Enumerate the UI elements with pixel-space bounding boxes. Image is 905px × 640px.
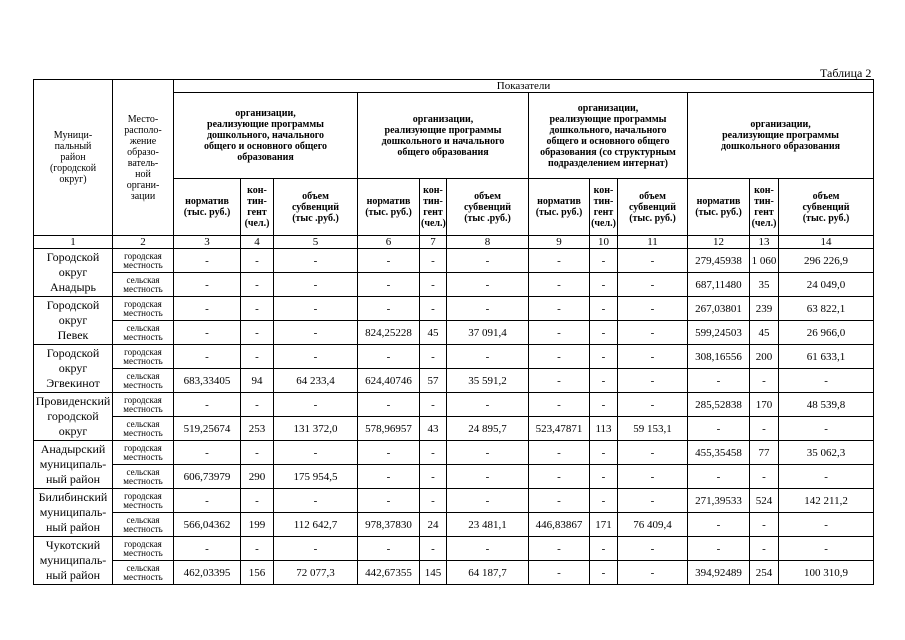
- value-cell: 24: [420, 513, 447, 537]
- header-count: кон- тин- гент (чел.): [590, 179, 618, 236]
- value-cell: 171: [590, 513, 618, 537]
- value-cell: -: [447, 249, 529, 273]
- value-cell: 113: [590, 417, 618, 441]
- value-cell: -: [590, 369, 618, 393]
- value-cell: -: [750, 465, 779, 489]
- value-cell: -: [529, 249, 590, 273]
- value-cell: 524: [750, 489, 779, 513]
- value-cell: 1 060: [750, 249, 779, 273]
- value-cell: 76 409,4: [618, 513, 688, 537]
- value-cell: 35 062,3: [779, 441, 874, 465]
- table-caption: Таблица 2: [820, 66, 872, 80]
- column-number: 1: [34, 236, 113, 249]
- value-cell: -: [174, 345, 241, 369]
- value-cell: -: [529, 297, 590, 321]
- value-cell: 606,73979: [174, 465, 241, 489]
- value-cell: 599,24503: [688, 321, 750, 345]
- table-row: [34, 489, 874, 513]
- column-number: 5: [274, 236, 358, 249]
- value-cell: -: [274, 321, 358, 345]
- location-cell: сельская местность: [113, 417, 174, 441]
- value-cell: 290: [241, 465, 274, 489]
- value-cell: -: [590, 393, 618, 417]
- value-cell: -: [358, 465, 420, 489]
- header-norm: норматив (тыс. руб.): [174, 179, 241, 236]
- district-name: Чукотский муниципаль- ный район: [34, 537, 113, 585]
- table-row: [34, 465, 874, 489]
- table-row: [34, 441, 874, 465]
- value-cell: -: [420, 441, 447, 465]
- value-cell: -: [447, 273, 529, 297]
- value-cell: 239: [750, 297, 779, 321]
- value-cell: -: [529, 561, 590, 585]
- value-cell: 24 895,7: [447, 417, 529, 441]
- location-cell: сельская местность: [113, 273, 174, 297]
- header-volume: объем субвенций (тыс .руб.): [274, 179, 358, 236]
- header-group-1: организации, реализующие программы дошкольного, начального общего и основного общего образования: [174, 93, 358, 179]
- value-cell: 24 049,0: [779, 273, 874, 297]
- value-cell: 253: [241, 417, 274, 441]
- value-cell: 199: [241, 513, 274, 537]
- value-cell: -: [241, 489, 274, 513]
- value-cell: -: [447, 537, 529, 561]
- value-cell: 442,67355: [358, 561, 420, 585]
- value-cell: -: [529, 441, 590, 465]
- location-cell: сельская местность: [113, 513, 174, 537]
- value-cell: 978,37830: [358, 513, 420, 537]
- header-volume: объем субвенций (тыс. руб.): [779, 179, 874, 236]
- header-district: Муници- пальный район (городской округ): [34, 80, 113, 236]
- value-cell: 35: [750, 273, 779, 297]
- value-cell: -: [618, 321, 688, 345]
- header-volume: объем субвенций (тыс .руб.): [447, 179, 529, 236]
- value-cell: -: [618, 345, 688, 369]
- value-cell: -: [779, 537, 874, 561]
- value-cell: -: [274, 345, 358, 369]
- header-group-4: организации, реализующие программы дошкольного образования: [688, 93, 874, 179]
- value-cell: -: [241, 297, 274, 321]
- column-number: 12: [688, 236, 750, 249]
- value-cell: 271,39533: [688, 489, 750, 513]
- value-cell: -: [420, 393, 447, 417]
- value-cell: -: [447, 345, 529, 369]
- value-cell: 267,03801: [688, 297, 750, 321]
- value-cell: 200: [750, 345, 779, 369]
- value-cell: 59 153,1: [618, 417, 688, 441]
- value-cell: -: [750, 417, 779, 441]
- value-cell: -: [174, 273, 241, 297]
- value-cell: 72 077,3: [274, 561, 358, 585]
- value-cell: 455,35458: [688, 441, 750, 465]
- column-number: 7: [420, 236, 447, 249]
- value-cell: 77: [750, 441, 779, 465]
- column-number: 9: [529, 236, 590, 249]
- value-cell: -: [241, 273, 274, 297]
- value-cell: 308,16556: [688, 345, 750, 369]
- value-cell: -: [529, 345, 590, 369]
- value-cell: -: [274, 441, 358, 465]
- value-cell: -: [447, 489, 529, 513]
- value-cell: -: [241, 537, 274, 561]
- value-cell: 175 954,5: [274, 465, 358, 489]
- value-cell: -: [274, 393, 358, 417]
- value-cell: -: [618, 369, 688, 393]
- header-count: кон- тин- гент (чел.): [750, 179, 779, 236]
- value-cell: 824,25228: [358, 321, 420, 345]
- value-cell: -: [688, 417, 750, 441]
- value-cell: -: [590, 561, 618, 585]
- table-row: [34, 249, 874, 273]
- value-cell: 578,96957: [358, 417, 420, 441]
- value-cell: -: [618, 249, 688, 273]
- value-cell: -: [618, 297, 688, 321]
- location-cell: сельская местность: [113, 561, 174, 585]
- value-cell: -: [274, 249, 358, 273]
- value-cell: 45: [750, 321, 779, 345]
- column-number: 3: [174, 236, 241, 249]
- value-cell: 94: [241, 369, 274, 393]
- location-cell: городская местность: [113, 489, 174, 513]
- header-group-2: организации, реализующие программы дошкольного и начального общего образования: [358, 93, 529, 179]
- column-number: 4: [241, 236, 274, 249]
- value-cell: 296 226,9: [779, 249, 874, 273]
- value-cell: 170: [750, 393, 779, 417]
- value-cell: -: [529, 273, 590, 297]
- value-cell: -: [241, 249, 274, 273]
- value-cell: -: [447, 441, 529, 465]
- value-cell: -: [688, 369, 750, 393]
- header-indicators: Показатели: [174, 80, 874, 93]
- value-cell: -: [590, 537, 618, 561]
- value-cell: -: [618, 273, 688, 297]
- value-cell: -: [590, 249, 618, 273]
- value-cell: 112 642,7: [274, 513, 358, 537]
- value-cell: -: [590, 345, 618, 369]
- value-cell: 254: [750, 561, 779, 585]
- table-row: [34, 513, 874, 537]
- header-volume: объем субвенций (тыс. руб.): [618, 179, 688, 236]
- value-cell: -: [241, 393, 274, 417]
- header-norm: норматив (тыс. руб.): [688, 179, 750, 236]
- value-cell: -: [529, 321, 590, 345]
- value-cell: -: [420, 345, 447, 369]
- value-cell: 523,47871: [529, 417, 590, 441]
- value-cell: -: [241, 441, 274, 465]
- value-cell: -: [590, 489, 618, 513]
- value-cell: -: [447, 297, 529, 321]
- value-cell: 142 211,2: [779, 489, 874, 513]
- value-cell: -: [590, 321, 618, 345]
- value-cell: 683,33405: [174, 369, 241, 393]
- table-row: [34, 345, 874, 369]
- value-cell: -: [779, 465, 874, 489]
- value-cell: 131 372,0: [274, 417, 358, 441]
- table-row: [34, 369, 874, 393]
- table-row: [34, 561, 874, 585]
- location-cell: городская местность: [113, 345, 174, 369]
- value-cell: -: [358, 345, 420, 369]
- location-cell: городская местность: [113, 393, 174, 417]
- column-number: 10: [590, 236, 618, 249]
- value-cell: -: [618, 489, 688, 513]
- value-cell: -: [420, 273, 447, 297]
- column-number: 14: [779, 236, 874, 249]
- value-cell: -: [274, 297, 358, 321]
- district-name: Городской округ Анадырь: [34, 249, 113, 297]
- value-cell: 156: [241, 561, 274, 585]
- value-cell: 285,52838: [688, 393, 750, 417]
- value-cell: -: [688, 465, 750, 489]
- value-cell: 57: [420, 369, 447, 393]
- value-cell: -: [241, 345, 274, 369]
- value-cell: -: [750, 513, 779, 537]
- value-cell: 687,11480: [688, 273, 750, 297]
- value-cell: -: [174, 297, 241, 321]
- district-name: Провиденский городской округ: [34, 393, 113, 441]
- value-cell: 394,92489: [688, 561, 750, 585]
- value-cell: -: [529, 393, 590, 417]
- value-cell: -: [779, 513, 874, 537]
- value-cell: -: [529, 465, 590, 489]
- value-cell: -: [750, 369, 779, 393]
- value-cell: -: [529, 489, 590, 513]
- value-cell: -: [358, 393, 420, 417]
- location-cell: сельская местность: [113, 465, 174, 489]
- table-row: [34, 297, 874, 321]
- value-cell: 100 310,9: [779, 561, 874, 585]
- value-cell: 61 633,1: [779, 345, 874, 369]
- district-name: Билибинский муниципаль- ный район: [34, 489, 113, 537]
- table-row: [34, 417, 874, 441]
- district-name: Городской округ Эгвекинот: [34, 345, 113, 393]
- value-cell: 64 233,4: [274, 369, 358, 393]
- value-cell: 35 591,2: [447, 369, 529, 393]
- value-cell: -: [750, 537, 779, 561]
- value-cell: -: [590, 441, 618, 465]
- value-cell: -: [420, 489, 447, 513]
- value-cell: -: [529, 369, 590, 393]
- value-cell: -: [688, 537, 750, 561]
- value-cell: -: [174, 489, 241, 513]
- table-row: [34, 273, 874, 297]
- value-cell: 43: [420, 417, 447, 441]
- value-cell: -: [358, 489, 420, 513]
- value-cell: -: [174, 393, 241, 417]
- header-norm: норматив (тыс. руб.): [529, 179, 590, 236]
- value-cell: -: [241, 321, 274, 345]
- table-row: [34, 537, 874, 561]
- district-name: Городской округ Певек: [34, 297, 113, 345]
- location-cell: городская местность: [113, 441, 174, 465]
- location-cell: городская местность: [113, 249, 174, 273]
- value-cell: -: [274, 489, 358, 513]
- value-cell: -: [420, 297, 447, 321]
- value-cell: 279,45938: [688, 249, 750, 273]
- value-cell: -: [590, 465, 618, 489]
- subsidy-table: [33, 79, 874, 585]
- location-cell: сельская местность: [113, 321, 174, 345]
- value-cell: 624,40746: [358, 369, 420, 393]
- column-number: 6: [358, 236, 420, 249]
- value-cell: -: [688, 513, 750, 537]
- value-cell: -: [618, 561, 688, 585]
- value-cell: -: [447, 393, 529, 417]
- value-cell: -: [618, 465, 688, 489]
- value-cell: -: [358, 249, 420, 273]
- value-cell: -: [174, 321, 241, 345]
- district-name: Анадырский муниципаль- ный район: [34, 441, 113, 489]
- value-cell: -: [358, 297, 420, 321]
- value-cell: -: [358, 537, 420, 561]
- header-row-indicators: [34, 80, 874, 93]
- value-cell: -: [420, 465, 447, 489]
- header-norm: норматив (тыс. руб.): [358, 179, 420, 236]
- value-cell: 145: [420, 561, 447, 585]
- value-cell: -: [590, 273, 618, 297]
- value-cell: -: [174, 249, 241, 273]
- value-cell: -: [358, 273, 420, 297]
- value-cell: -: [618, 441, 688, 465]
- table-row: [34, 321, 874, 345]
- value-cell: -: [420, 249, 447, 273]
- value-cell: 566,04362: [174, 513, 241, 537]
- value-cell: -: [274, 273, 358, 297]
- value-cell: 48 539,8: [779, 393, 874, 417]
- location-cell: городская местность: [113, 537, 174, 561]
- value-cell: -: [779, 417, 874, 441]
- value-cell: 519,25674: [174, 417, 241, 441]
- value-cell: 37 091,4: [447, 321, 529, 345]
- value-cell: 23 481,1: [447, 513, 529, 537]
- header-count: кон- тин- гент (чел.): [420, 179, 447, 236]
- column-number: 2: [113, 236, 174, 249]
- value-cell: -: [420, 537, 447, 561]
- column-number: 13: [750, 236, 779, 249]
- value-cell: -: [618, 393, 688, 417]
- value-cell: 64 187,7: [447, 561, 529, 585]
- value-cell: -: [174, 441, 241, 465]
- value-cell: 45: [420, 321, 447, 345]
- header-count: кон- тин- гент (чел.): [241, 179, 274, 236]
- value-cell: 63 822,1: [779, 297, 874, 321]
- location-cell: городская местность: [113, 297, 174, 321]
- value-cell: 462,03395: [174, 561, 241, 585]
- value-cell: 446,83867: [529, 513, 590, 537]
- header-location: Место- располо- жение образо- ватель- ной органи- зации: [113, 80, 174, 236]
- column-number: 8: [447, 236, 529, 249]
- header-row-column-numbers: [34, 236, 874, 249]
- table-row: [34, 393, 874, 417]
- column-number: 11: [618, 236, 688, 249]
- value-cell: -: [529, 537, 590, 561]
- value-cell: -: [358, 441, 420, 465]
- value-cell: -: [447, 465, 529, 489]
- header-group-3: организации, реализующие программы дошкольного, начального общего и основного общего образования (со структурным подразделением интернат): [529, 93, 688, 179]
- value-cell: -: [174, 537, 241, 561]
- value-cell: -: [779, 369, 874, 393]
- value-cell: 26 966,0: [779, 321, 874, 345]
- value-cell: -: [590, 297, 618, 321]
- value-cell: -: [618, 537, 688, 561]
- location-cell: сельская местность: [113, 369, 174, 393]
- value-cell: -: [274, 537, 358, 561]
